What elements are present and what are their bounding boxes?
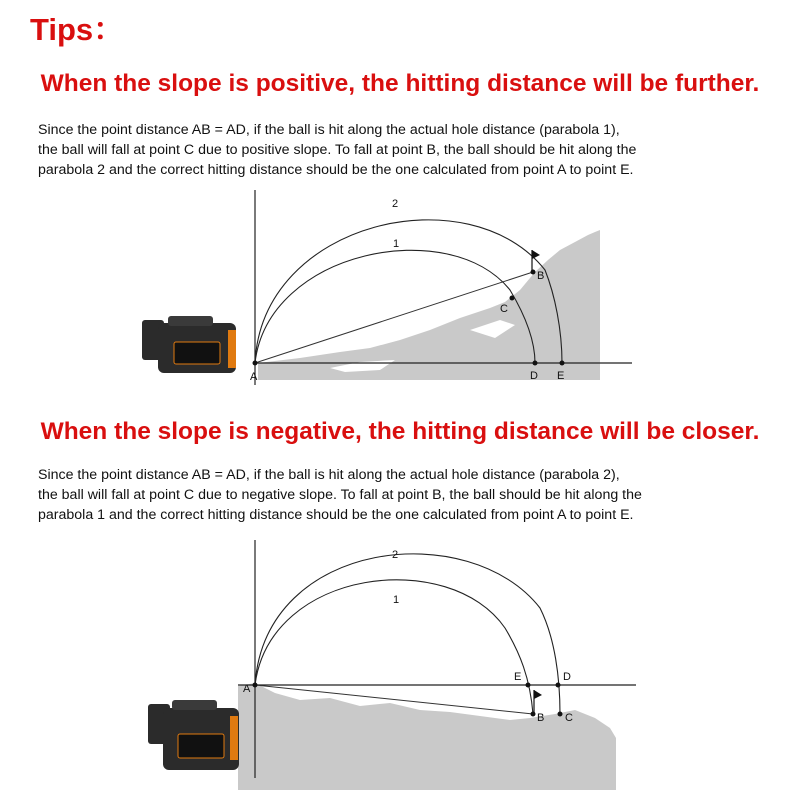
label-c: C: [565, 712, 573, 724]
label-e: E: [557, 370, 565, 382]
negative-slope-heading: When the slope is negative, the hitting distance will be closer.: [40, 418, 760, 445]
label-e: E: [514, 671, 522, 683]
positive-text-line: parabola 2 and the correct hitting distance should be the one calculated from point A to point E.: [38, 162, 634, 178]
label-c: C: [500, 303, 508, 315]
point-a: [253, 683, 258, 688]
rangefinder-icon: [148, 700, 239, 770]
negative-text-line: parabola 1 and the correct hitting distance should be the one calculated from point A to point E.: [38, 507, 634, 523]
point-e: [526, 683, 531, 688]
positive-slope-text: [38, 120, 778, 180]
label-parabola-2: 2: [392, 549, 399, 561]
negative-slope-text: [38, 465, 778, 525]
label-d: D: [530, 370, 538, 382]
negative-text-line: the ball will fall at point C due to negative slope. To fall at point B, the ball should be hit along the: [38, 487, 642, 503]
point-d: [533, 361, 538, 366]
tips-title: Tips：: [30, 12, 125, 47]
negative-slope-diagram: [0, 528, 800, 790]
point-b: [531, 270, 536, 275]
negative-text-line: Since the point distance AB = AD, if the ball is hit along the actual hole distance (parabola 2),: [38, 467, 620, 483]
label-parabola-2: 2: [392, 198, 399, 210]
point-b: [531, 712, 536, 717]
point-c: [510, 296, 515, 301]
terrain: [258, 230, 600, 380]
label-b: B: [537, 712, 545, 724]
label-parabola-1: 1: [393, 238, 400, 250]
positive-slope-heading: When the slope is positive, the hitting distance will be further.: [40, 70, 760, 97]
label-a: A: [243, 683, 251, 695]
label-a: A: [250, 371, 258, 383]
point-d: [556, 683, 561, 688]
label-d: D: [563, 671, 571, 683]
point-c: [558, 712, 563, 717]
positive-slope-diagram: [0, 180, 800, 395]
point-e: [560, 361, 565, 366]
label-parabola-1: 1: [393, 594, 400, 606]
flag-icon: [534, 690, 542, 714]
positive-text-line: Since the point distance AB = AD, if the ball is hit along the actual hole distance (parabola 1),: [38, 122, 620, 138]
positive-text-line: the ball will fall at point C due to positive slope. To fall at point B, the ball should be hit along the: [38, 142, 637, 158]
label-b: B: [537, 270, 545, 282]
point-a: [253, 361, 258, 366]
rangefinder-icon: [142, 316, 236, 373]
